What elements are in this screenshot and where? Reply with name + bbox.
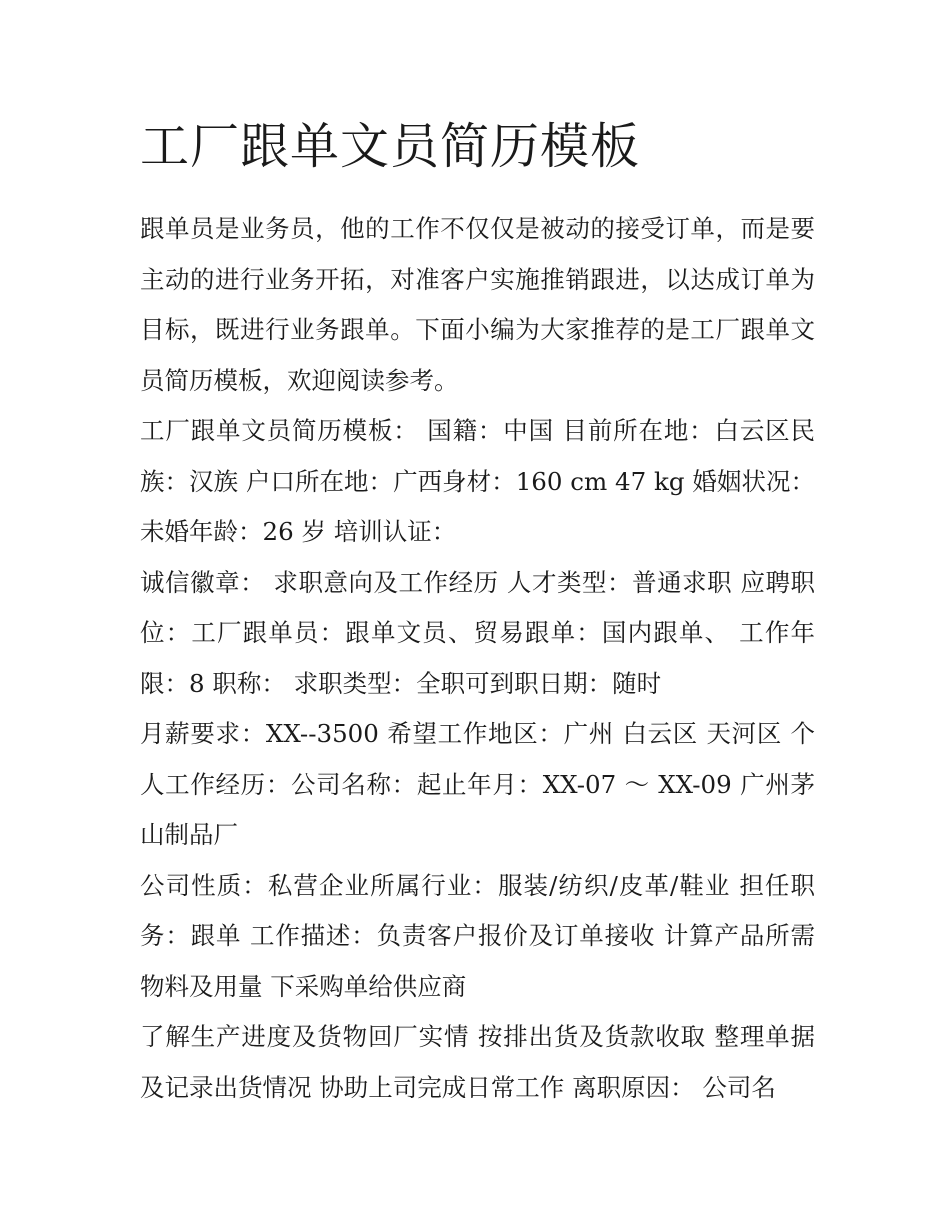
paragraph-company-nature: 公司性质：私营企业所属行业：服装/纺织/皮革/鞋业 担任职务：跟单 工作描述：负责客户报价及订单接收 计算产品所需物料及用量 下采购单给供应商 <box>140 870 815 1001</box>
paragraph-salary-experience: 月薪要求：XX--3500 希望工作地区：广州 白云区 天河区 个人工作经历：公司名称：起止年月：XX-07 ～ XX-09 广州茅山制品厂 <box>140 719 815 849</box>
document-title: 工厂跟单文员简历模板 <box>140 118 641 175</box>
paragraph-personal-info: 工厂跟单文员简历模板： 国籍：中国 目前所在地：白云区民族：汉族 户口所在地：广西身材：160 cm 47 kg 婚姻状况：未婚年龄：26 岁 培训认证： <box>140 416 815 546</box>
paragraph-intro: 跟单员是业务员，他的工作不仅仅是被动的接受订单，而是要主动的进行业务开拓，对准客户实施推销跟进，以达成订单为目标，既进行业务跟单。下面小编为大家推荐的是工厂跟单文员简历模板，欢迎阅读参考。 <box>140 214 815 395</box>
document-page <box>140 112 815 1113</box>
paragraph-duties: 了解生产进度及货物回厂实情 按排出货及货款收取 整理单据及记录出货情况 协助上司完成日常工作 离职原因： 公司名 <box>140 1022 815 1102</box>
paragraph-job-intention: 诚信徽章： 求职意向及工作经历 人才类型：普通求职 应聘职位：工厂跟单员：跟单文员、贸易跟单：国内跟单、 工作年限：8 职称： 求职类型：全职可到职日期：随时 <box>140 567 815 698</box>
